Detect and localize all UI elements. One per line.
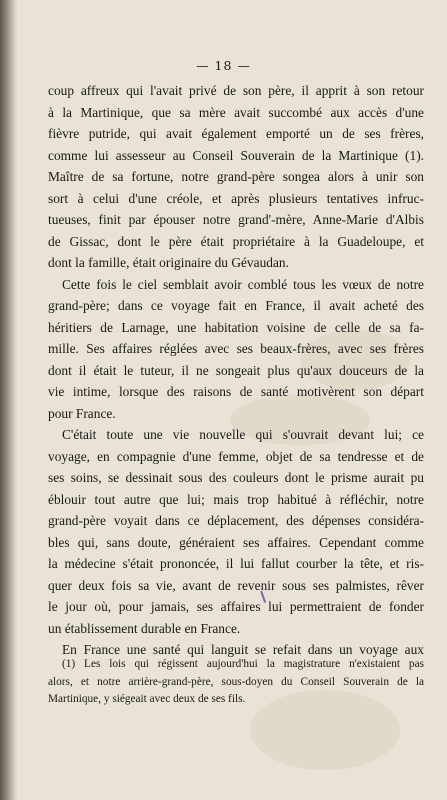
text-line: comme lui assesseur au Conseil Souverain de la Martinique (1). [48, 147, 424, 163]
text-line: éblouir tout autre que lui; mais trop habitué à réfléchir, notre [48, 491, 424, 507]
text-line: pour France. [48, 405, 116, 421]
text-line: la médecine s'était prononcée, il lui fallut courber la tête, et ris- [48, 556, 424, 571]
text-line: grand-père; dans ce voyage fait en France, il avait acheté des [48, 298, 424, 313]
text-line: vie intime, lorsque des raisons de santé motivèrent son départ [48, 384, 424, 399]
text-line: coup affreux qui l'avait privé de son père, il apprit à son retour [48, 83, 424, 98]
footnote-line: alors, et notre arrière-grand-père, sous-doyen du Conseil Souverain de la [48, 675, 424, 688]
text-line: fièvre putride, qui avait également emporté un de ses frères, [48, 126, 424, 141]
text-line: dont il était le tuteur, il ne songeait plus qu'aux douceurs de la [48, 362, 424, 378]
text-line: tueuses, finit par épouser notre grand'-mère, Anne-Marie d'Albis [48, 212, 424, 227]
page-number: — 18 — [196, 58, 251, 73]
text-line: le jour où, pour jamais, ses affaires lui permettraient de fonder [48, 599, 424, 614]
text-line: à la Martinique, que sa mère avait succombé aux accès d'une [48, 104, 424, 120]
text-line: dont la famille, était originaire du Gévaudan. [48, 255, 289, 270]
text-line: Cette fois le ciel semblait avoir comblé tous les vœux de notre [62, 276, 424, 292]
footnote [48, 656, 424, 709]
text-line: un établissement durable en France. [48, 620, 241, 636]
paragraph-2 [48, 274, 424, 425]
text-line: héritiers de Larnage, une habitation voisine de celle de sa fa- [48, 319, 424, 335]
footnote-line: (1) Les lois qui régissent aujourd'hui la magistrature n'existaient pas [62, 658, 424, 670]
paragraph-1 [48, 80, 424, 274]
text-line: grand-père voyait dans ce déplacement, des dépenses considéra- [48, 513, 424, 528]
text-line: ses soins, se dessinait sous des couleurs dont le prisme aurait pu [48, 470, 424, 485]
text-line: C'était toute une vie nouvelle qui s'ouvrait devant lui; ce [62, 427, 424, 442]
body-text [48, 80, 424, 661]
text-line: voyage, en compagnie d'une femme, objet de sa tendresse et de [48, 448, 424, 464]
footnote-line: Martinique, y siégeait avec deux de ses fils. [48, 693, 246, 706]
text-line: En France une santé qui languit se refait dans un voyage aux [62, 642, 424, 657]
paragraph-3 [48, 424, 424, 639]
text-line: bles qui, sans doute, généraient ses affaires. Cependant comme [48, 534, 424, 550]
text-line: sort à celui d'une créole, et après plusieurs tentatives infruc- [48, 190, 424, 206]
text-line: de Gissac, dont le père était propriétaire à la Guadeloupe, et [48, 233, 424, 249]
page-gutter-shadow [0, 0, 18, 800]
text-line: quer deux fois sa vie, avant de revenir sous ses palmistes, rêver [48, 577, 424, 593]
text-line: mille. Ses affaires réglées avec ses beaux-frères, avec ses frères [48, 341, 424, 356]
text-line: Maître de sa fortune, notre grand-père songea alors à unir son [48, 169, 424, 184]
